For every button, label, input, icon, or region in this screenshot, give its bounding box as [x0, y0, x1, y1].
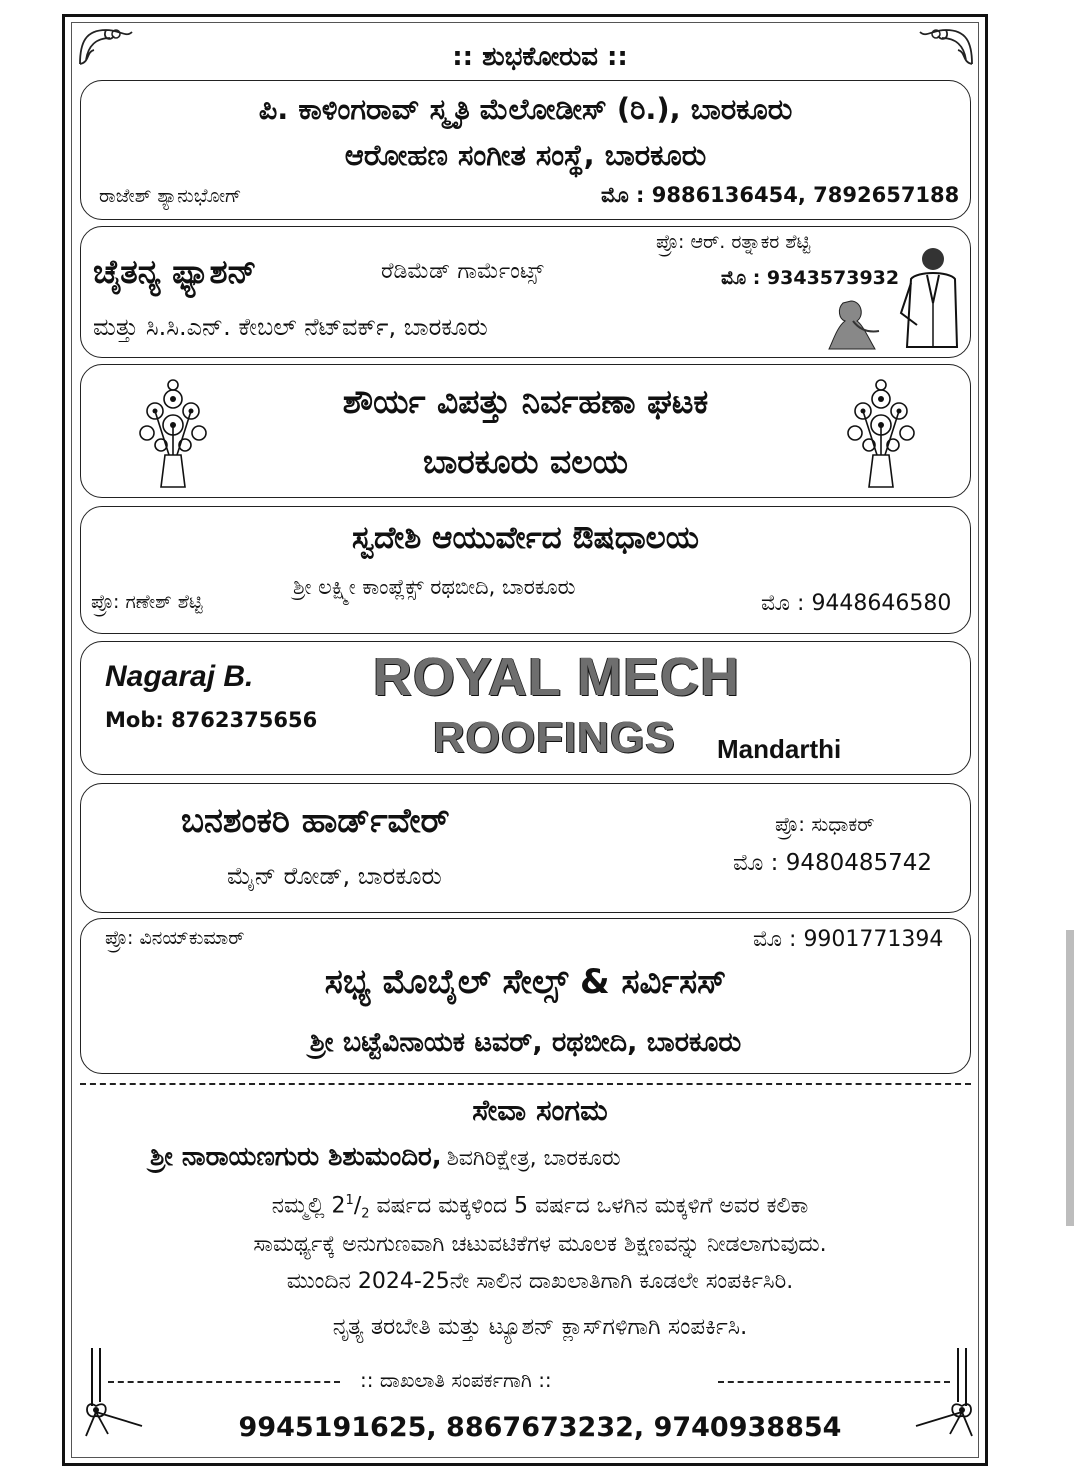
ad6-address: ಮೈನ್ ರೋಡ್, ಬಾರಕೂರು: [227, 862, 442, 890]
ad7-address: ಶ್ರೀ ಬಟ್ಟೆವಿನಾಯಕ ಟವರ್, ರಥಬೀದಿ, ಬಾರಕೂರು: [309, 1027, 742, 1058]
ad8-para-line1-end: ವರ್ಷದ ಮಕ್ಕಳಿಂದ 5 ವರ್ಷದ ಒಳಗಿನ ಮಕ್ಕಳಿಗೆ ಅವರ ಕಲಿಕಾ: [369, 1193, 809, 1219]
ad6-name: ಬನಶಂಕರಿ ಹಾರ್ಡ್‌ವೇರ್: [181, 801, 450, 841]
ad7-proprietor: ಪ್ರೊ: ವಿನಯ್‌ಕುಮಾರ್: [105, 927, 245, 949]
ad-chaitanya-fashion: [80, 226, 971, 358]
dashed-separator: [80, 1083, 971, 1085]
ad1-subtitle: ಆರೋಹಣ ಸಂಗೀತ ಸಂಸ್ಥೆ, ಬಾರಕೂರು: [344, 138, 707, 172]
ad2-tagline: ರೆಡಿಮೆಡ್ ಗಾರ್ಮೆಂಟ್ಸ್: [381, 259, 544, 284]
ad8-para-line4: ನೃತ್ಯ ತರಬೇತಿ ಮತ್ತು ಟ್ಯೂಶನ್ ಕ್ಲಾಸ್‌ಗಳಿಗಾಗಿ ಸಂಪರ್ಕಿಸಿ.: [332, 1314, 748, 1340]
ad8-fraction-slash: /: [353, 1193, 362, 1219]
ad2-line2: ಮತ್ತು ಸಿ.ಸಿ.ಎನ್. ಕೇಬಲ್ ನೆಟ್‌ವರ್ಕ್, ಬಾರಕೂರು: [93, 313, 488, 341]
ad2-phone: ಮೊ : 9343573932: [721, 267, 900, 289]
ad8-para-line2: ಸಾಮರ್ಥ್ಯಕ್ಕೆ ಅನುಗುಣವಾಗಿ ಚಟುವಟಿಕೆಗಳ ಮೂಲಕ ಶಿಕ್ಷಣವನ್ನು ನೀಡಲಾಗುವುದು.: [253, 1232, 827, 1257]
ad5-contact-name: Nagaraj B.: [105, 660, 254, 693]
ad3-subtitle: ಬಾರಕೂರು ವಲಯ: [423, 442, 628, 481]
ad8-para-line1: [0, 1194, 1080, 1221]
woman-figure-icon: [823, 295, 883, 351]
ad7-name: ಸಭ್ಯ ಮೊಬೈಲ್ ಸೇಲ್ಸ್ & ಸರ್ವಿಸಸ್: [324, 962, 727, 1002]
ad2-proprietor: ಪ್ರೊ: ಆರ್. ರತ್ನಾಕರ ಶೆಟ್ಟಿ: [656, 231, 811, 253]
ad-sabhya-mobile: [80, 918, 971, 1074]
ad4-name: ಸ್ವದೇಶಿ ಆಯುರ್ವೇದ ಔಷಧಾಲಯ: [352, 520, 699, 556]
ad8-school-location: ಶಿವಗಿರಿಕ್ಷೇತ್ರ, ಬಾರಕೂರು: [446, 1146, 621, 1171]
man-figure-icon: [897, 243, 961, 351]
ad8-title: ಸೇವಾ ಸಂಗಮ: [472, 1093, 608, 1127]
ad8-fraction-numerator: 1: [345, 1193, 354, 1208]
ad-shaurya: [80, 364, 971, 498]
ad1-phone: ಮೊ : 9886136454, 7892657188: [601, 183, 960, 207]
ad4-phone: ಮೊ : 9448646580: [761, 591, 952, 616]
ad5-logo-line2: ROOFINGS: [433, 713, 676, 762]
ad5-logo-line1: ROYAL MECH: [373, 647, 741, 707]
ad8-fraction-denominator: 2: [361, 1206, 370, 1222]
ad4-proprietor: ಪ್ರೊ: ಗಣೇಶ್ ಶೆಟ್ಟಿ: [91, 591, 203, 613]
ad6-phone: ಮೊ : 9480485742: [733, 850, 933, 876]
ad-banashankari-hardware: [80, 783, 971, 913]
ad8-para-line1-start: ನಮ್ಮಲ್ಲಿ 2: [271, 1193, 346, 1219]
ad4-address: ಶ್ರೀ ಲಕ್ಷ್ಮೀ ಕಾಂಪ್ಲೆಕ್ಸ್ ರಥಬೀದಿ, ಬಾರಕೂರು: [293, 575, 576, 599]
ad1-title: ಪಿ. ಕಾಳಿಂಗರಾವ್ ಸ್ಮೃತಿ ಮೆಲೋಡೀಸ್ (ರಿ.), ಬಾರಕೂರು: [258, 92, 793, 126]
ad-swadeshi-ayurveda: [80, 506, 971, 634]
ad8-school-line: [150, 1144, 621, 1170]
ad8-school-name: ಶ್ರೀ ನಾರಾಯಣಗುರು ಶಿಶುಮಂದಿರ,: [150, 1142, 442, 1172]
greeting-header: :: ಶುಭಕೋರುವ ::: [452, 42, 628, 72]
ad-melodies: [80, 80, 971, 220]
ad2-name: ಚೈತನ್ಯ ಫ್ಯಾಶನ್: [93, 252, 257, 291]
ad8-admission-label: :: ದಾಖಲಾತಿ ಸಂಪರ್ಕಗಾಗಿ ::: [360, 1368, 552, 1392]
ad5-phone: Mob: 8762375656: [105, 708, 318, 732]
ad6-proprietor: ಪ್ರೊ: ಸುಧಾಕರ್: [775, 812, 875, 836]
scrollbar[interactable]: [1066, 930, 1074, 1226]
ad3-title: ಶೌರ್ಯ ವಿಪತ್ತು ನಿರ್ವಹಣಾ ಘಟಕ: [342, 382, 709, 421]
ad-royal-mech: [80, 641, 971, 775]
ad8-phones: 9945191625, 8867673232, 9740938854: [238, 1412, 842, 1443]
ad8-para-line3: ಮುಂದಿನ 2024-25ನೇ ಸಾಲಿನ ದಾಖಲಾತಿಗಾಗಿ ಕೂಡಲೇ ಸಂಪರ್ಕಿಸಿರಿ.: [286, 1269, 794, 1294]
ad1-contact-name: ರಾಜೇಶ್ ಶ್ಯಾನುಭೋಗ್: [99, 185, 242, 207]
flower-bouquet-icon: [833, 375, 929, 491]
ad5-location: Mandarthi: [717, 734, 842, 764]
ad7-phone: ಮೊ : 9901771394: [753, 927, 944, 952]
flower-bouquet-icon: [125, 375, 221, 491]
